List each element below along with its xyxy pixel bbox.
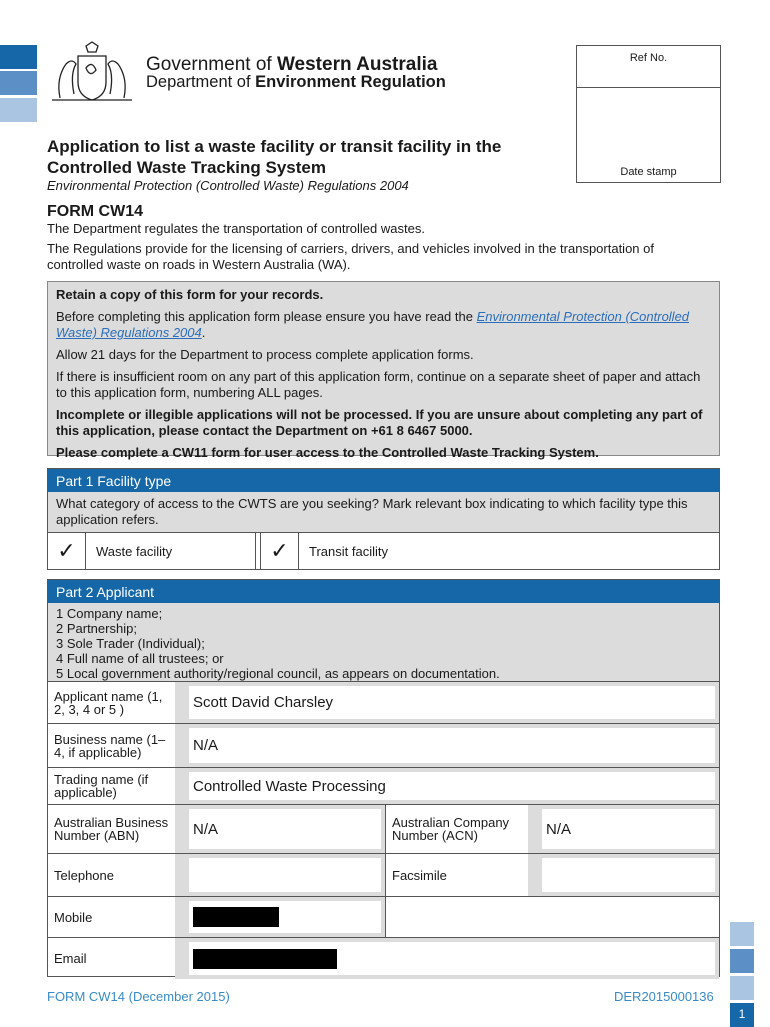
business-label: Business name (1–4, if applicable) xyxy=(54,731,166,760)
mobile-label: Mobile xyxy=(54,909,93,925)
part2-section xyxy=(47,579,720,977)
footer-doc-id: DER2015000136 xyxy=(614,989,714,1004)
date-stamp-label: Date stamp xyxy=(620,166,677,178)
email-label: Email xyxy=(54,951,87,966)
mobile-row xyxy=(48,897,719,938)
redaction-bar xyxy=(193,949,337,969)
acn-cell xyxy=(528,805,719,853)
incomplete-note: Incomplete or illegible applications will not be processed. If you are unsure about completing any part of this application, please contact the Department on +61 8 6467 5000. xyxy=(56,407,703,438)
trading-name-field[interactable]: Controlled Waste Processing xyxy=(189,772,715,800)
ref-no-label: Ref No. xyxy=(577,46,720,88)
regulations-link[interactable]: Environmental Protection (Controlled Waste) Regulations 2004 xyxy=(56,309,690,340)
page-number: 1 xyxy=(730,1003,754,1027)
transit-facility-label: Transit facility xyxy=(309,543,388,559)
side-block-right-2 xyxy=(730,949,754,973)
intro-text-1: The Department regulates the transportation of controlled wastes. xyxy=(47,221,425,236)
phone-row xyxy=(48,854,719,897)
ref-box xyxy=(576,45,721,183)
acn-label: Australian Company Number (ACN) xyxy=(392,815,510,843)
telephone-cell xyxy=(175,854,386,896)
waste-facility-checkbox[interactable]: ✓ xyxy=(48,533,86,569)
email-field[interactable] xyxy=(189,942,715,975)
part2-heading: Part 2 Applicant xyxy=(48,580,719,603)
abn-cell xyxy=(175,805,386,853)
side-block-low xyxy=(0,98,37,122)
facsimile-field[interactable] xyxy=(542,858,715,892)
abn-acn-row xyxy=(48,805,719,854)
footer-form-name: FORM CW14 (December 2015) xyxy=(47,989,230,1004)
applicant-label: Applicant name (1, 2, 3, 4 or 5 ) xyxy=(54,688,163,717)
telephone-label: Telephone xyxy=(54,867,114,883)
business-name-field[interactable]: N/A xyxy=(189,728,715,763)
retain-note: Retain a copy of this form for your records. xyxy=(56,287,324,302)
instructions-box xyxy=(47,281,720,460)
abn-label: Australian Business Number (ABN) xyxy=(54,815,169,843)
applicant-cell xyxy=(175,682,719,723)
transit-facility-checkbox[interactable]: ✓ xyxy=(260,533,299,569)
business-row xyxy=(48,724,719,768)
side-block-mid xyxy=(0,71,37,95)
acn-field[interactable]: N/A xyxy=(542,809,715,849)
side-block-top xyxy=(0,45,37,69)
part1-heading: Part 1 Facility type xyxy=(48,469,719,492)
email-cell xyxy=(175,938,719,979)
trading-row xyxy=(48,768,719,805)
facility-options xyxy=(48,533,719,569)
redaction-bar xyxy=(193,907,279,927)
part1-question: What category of access to the CWTS are you seeking? Mark relevant box indicating to which facility type this application refers. xyxy=(48,492,719,533)
email-row xyxy=(48,938,719,979)
waste-facility-label: Waste facility xyxy=(86,533,256,569)
mobile-field[interactable] xyxy=(189,901,381,933)
trading-label: Trading name (if applicable) xyxy=(54,772,149,800)
allow-note: Allow 21 days for the Department to process complete application forms. xyxy=(56,347,474,362)
side-block-right-3 xyxy=(730,976,754,1000)
insufficient-note: If there is insufficient room on any part of this application form, continue on a separate sheet of paper and attach to this application form, numbering ALL pages. xyxy=(56,369,701,400)
government-heading: Government of Western Australia xyxy=(146,54,438,75)
cw11-note: Please complete a CW11 form for user access to the Controlled Waste Tracking System. xyxy=(56,445,599,460)
mobile-empty-cell xyxy=(386,897,719,937)
applicant-row xyxy=(48,682,719,724)
part1-section xyxy=(47,468,720,570)
facsimile-label: Facsimile xyxy=(392,867,447,883)
trading-cell xyxy=(175,768,719,804)
department-heading: Department of Environment Regulation xyxy=(146,73,446,91)
form-heading: FORM CW14 xyxy=(47,203,143,220)
mobile-cell xyxy=(175,897,386,937)
coat-of-arms-icon xyxy=(46,40,138,108)
applicant-name-field[interactable]: Scott David Charsley xyxy=(189,686,715,719)
abn-field[interactable]: N/A xyxy=(189,809,381,849)
business-cell xyxy=(175,724,719,767)
side-block-right-1 xyxy=(730,922,754,946)
telephone-field[interactable] xyxy=(189,858,381,892)
regulation-subtitle: Environmental Protection (Controlled Waste) Regulations 2004 xyxy=(47,178,409,193)
facsimile-cell xyxy=(528,854,719,896)
page-title: Application to list a waste facility or transit facility in the Controlled Waste Tracking System xyxy=(47,137,502,177)
before-note: Before completing this application form please ensure you have read the Environmental Protection (Controlled Waste) Regulations 2004. xyxy=(56,309,690,340)
applicant-type-list: 1 Company name; 2 Partnership; 3 Sole Trader (Individual); 4 Full name of all trustees; or 5 Local government authority/regional council, as appears on documentation. xyxy=(48,603,719,682)
intro-text-2: The Regulations provide for the licensing of carriers, drivers, and vehicles involved in the transportation of controlled waste on roads in Western Australia (WA). xyxy=(47,241,654,272)
